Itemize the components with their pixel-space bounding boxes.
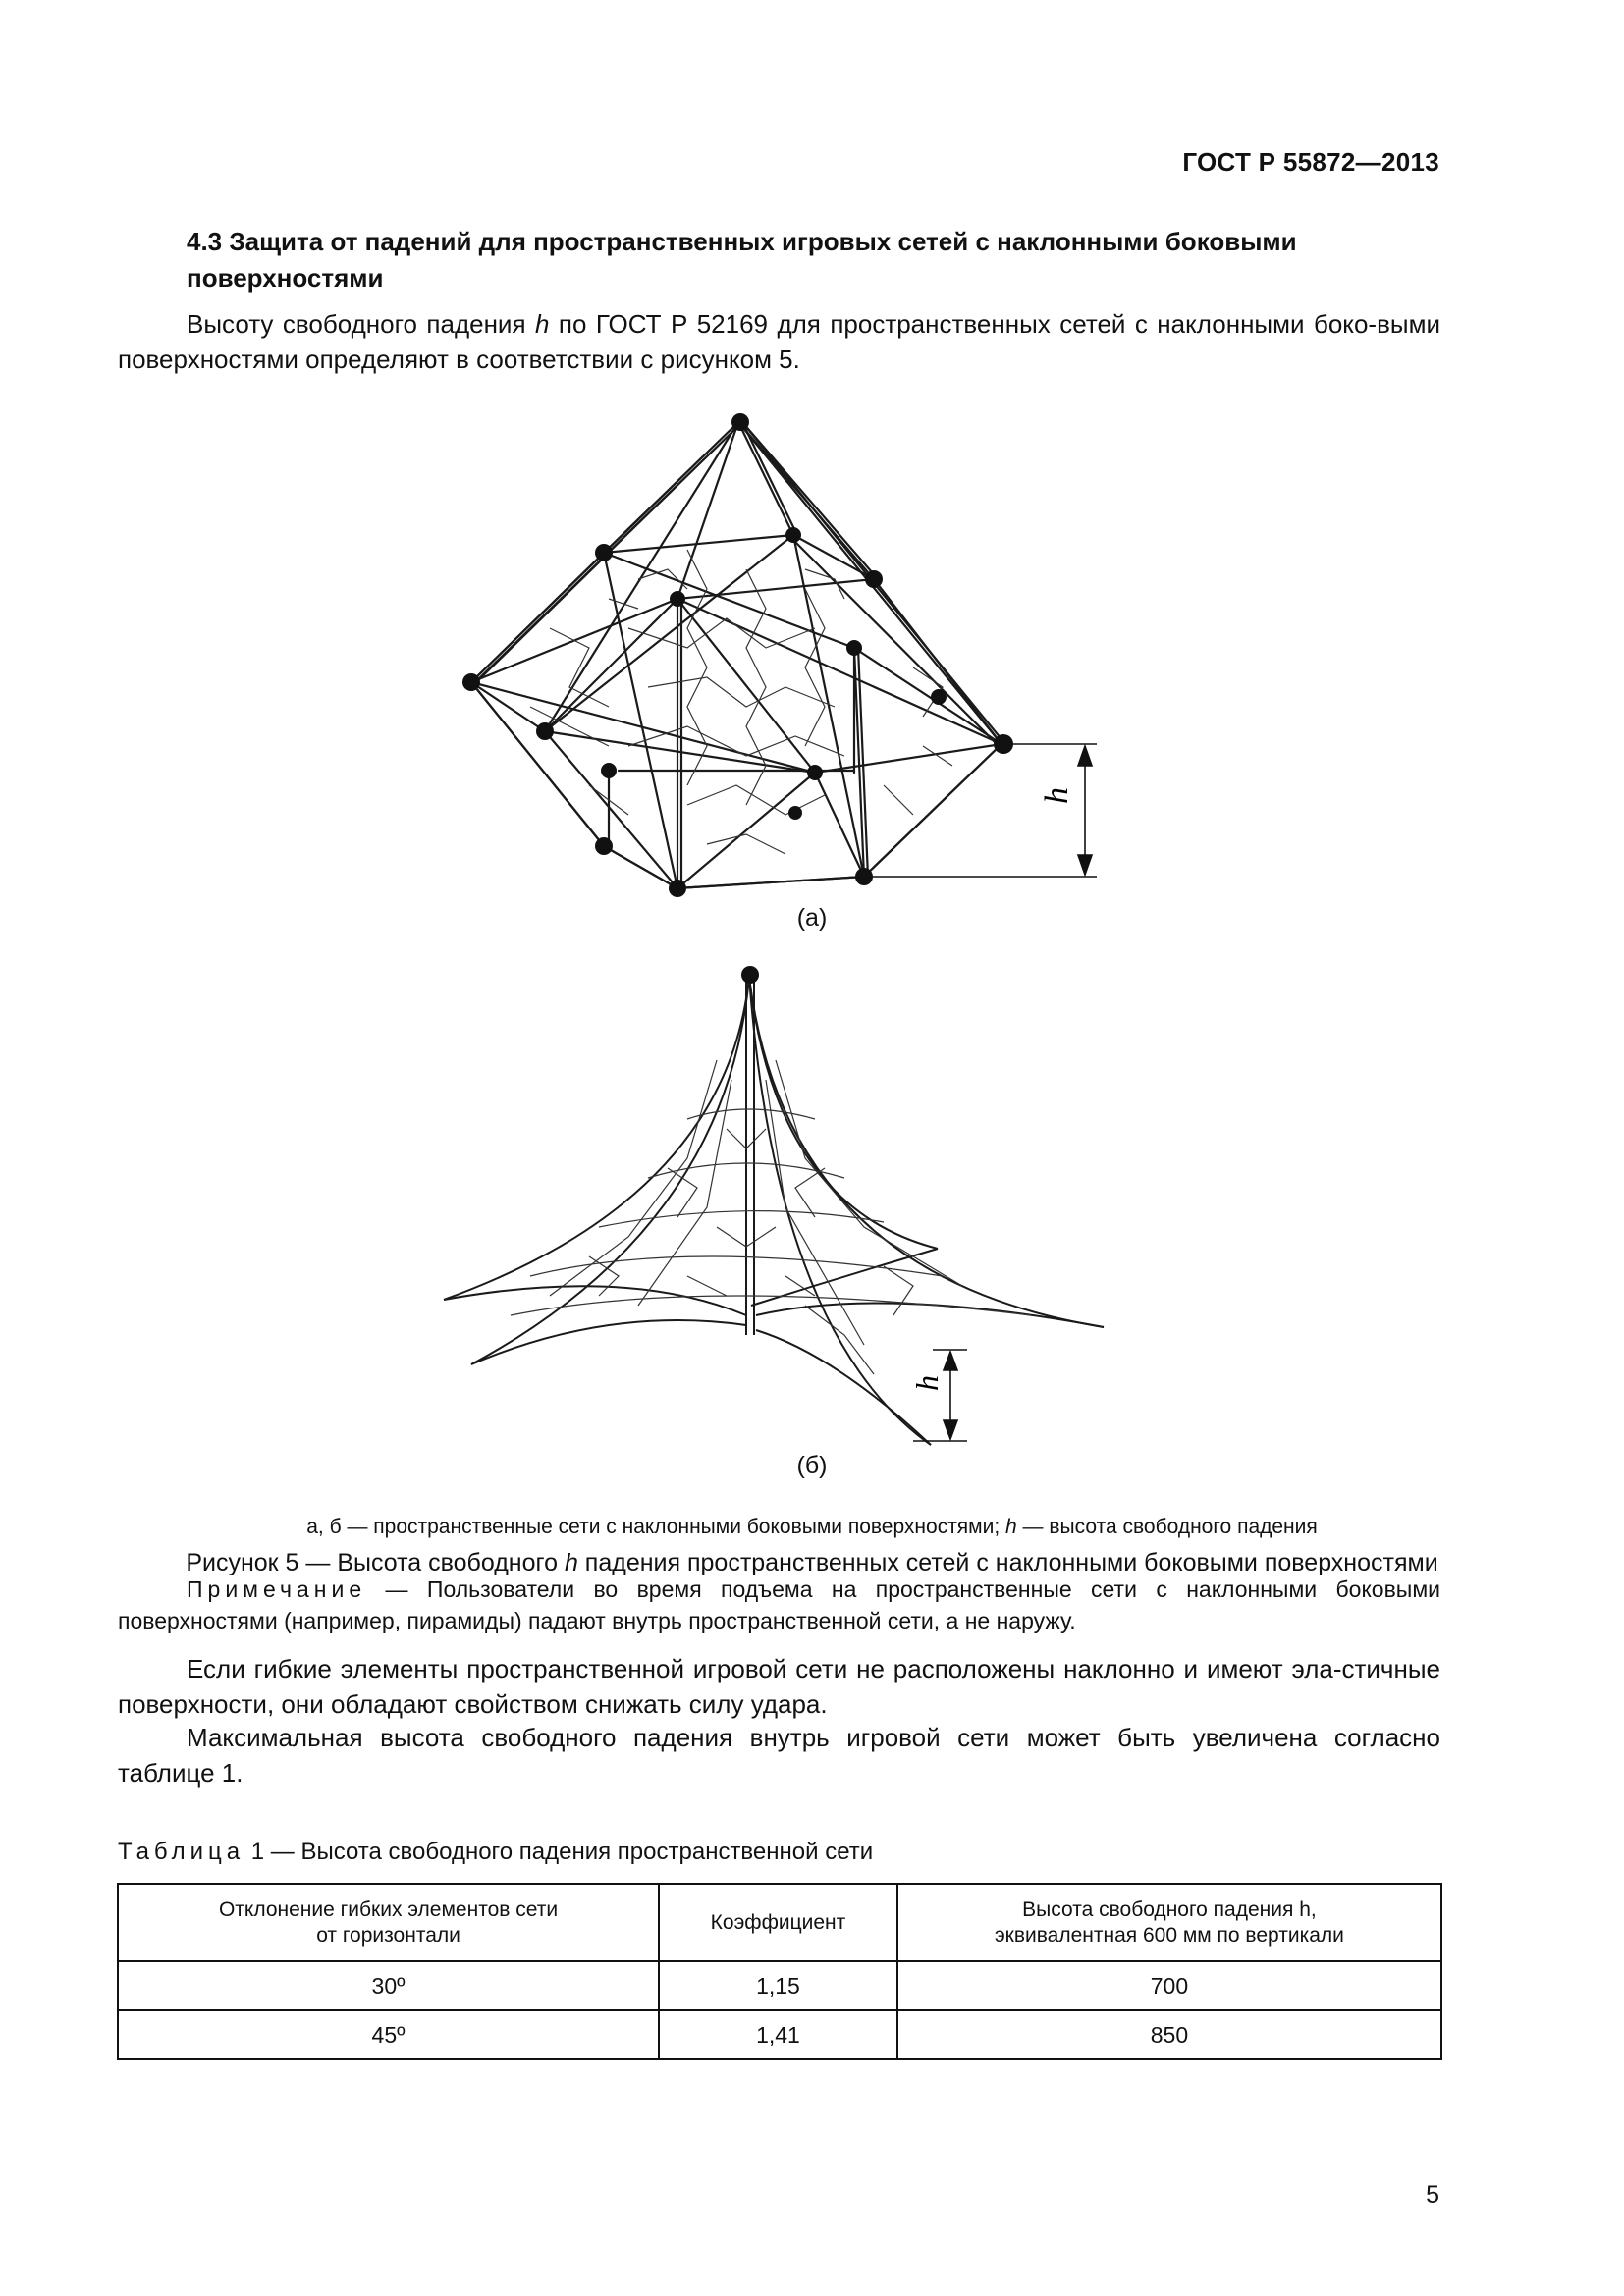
cell-coefficient: 1,41 xyxy=(659,2010,897,2059)
paragraph-intro-h: h xyxy=(534,309,550,339)
figure-a-h-label: h xyxy=(1039,787,1075,804)
figure-b-netting xyxy=(511,1060,1031,1374)
figure-a-height-dimension xyxy=(872,744,1097,877)
figure-legend-h: h xyxy=(1005,1516,1017,1538)
table-caption xyxy=(118,1839,873,1866)
figure-caption-text-2: падения пространственных сетей с наклонными боковыми поверхностями xyxy=(577,1549,1438,1576)
table-caption-text: 1 — Высота свободного падения пространственной сети xyxy=(244,1839,874,1865)
paragraph-intro-text: Высоту свободного падения xyxy=(187,309,535,339)
header-free-fall-height: Высота свободного падения h, эквивалентная 600 мм по вертикали xyxy=(897,1884,1441,1961)
figure-legend-text: а, б — пространственные сети с наклонными боковыми поверхностями; xyxy=(306,1516,1006,1538)
figure-legend-text-2: — высота свободного падения xyxy=(1016,1516,1318,1538)
paragraph-intro-text-2: по ГОСТ Р 52169 для пространственных сетей с наклонными боко-выми поверхностями определяют в соответствии с рисунком 5. xyxy=(118,309,1440,374)
section-heading-line2: поверхностями xyxy=(187,263,384,293)
figure-caption-h: h xyxy=(564,1549,578,1576)
note-text: — Пользователи во время подъема на пространственные сети с наклонными боковыми поверхностями (например, пирамиды) падают внутрь пространственной сети, а не наружу. xyxy=(118,1576,1440,1633)
note-label: Примечание xyxy=(187,1576,367,1602)
table-row xyxy=(118,2010,1441,2059)
figure-b-top-node xyxy=(741,966,759,984)
figure-a-space-net xyxy=(0,402,1624,913)
table-caption-label: Таблица xyxy=(118,1839,245,1865)
cell-angle: 45º xyxy=(118,2010,659,2059)
section-heading xyxy=(187,224,1434,296)
free-fall-height-table xyxy=(117,1883,1442,2060)
figure-a-frame xyxy=(471,422,1005,888)
table-row xyxy=(118,1961,1441,2010)
cell-height: 700 xyxy=(897,1961,1441,2010)
page-number: 5 xyxy=(1426,2181,1439,2209)
figure-legend xyxy=(0,1516,1624,1539)
figure-b-label: (б) xyxy=(796,1452,828,1479)
table-header-row xyxy=(118,1884,1441,1961)
section-heading-line1: 4.3 Защита от падений для пространственных игровых сетей с наклонными боковыми xyxy=(187,227,1297,256)
paragraph-intro xyxy=(118,306,1440,377)
figure-caption-text: Рисунок 5 — Высота свободного xyxy=(186,1549,565,1576)
paragraph-max-height: Максимальная высота свободного падения внутрь игровой сети может быть увеличена согласно таблице 1. xyxy=(118,1723,1440,1788)
figure-a-nodes xyxy=(462,413,1013,897)
cell-coefficient: 1,15 xyxy=(659,1961,897,2010)
figure-b-pyramid-net xyxy=(0,957,1624,1448)
cell-height: 850 xyxy=(897,2010,1441,2059)
figure-a-netting xyxy=(530,550,952,854)
header-deviation: Отклонение гибких элементов сети от горизонтали xyxy=(118,1884,659,1961)
figure-b-height-dimension xyxy=(913,1350,967,1441)
figure-a-label: (а) xyxy=(796,904,828,932)
note xyxy=(118,1574,1440,1636)
cell-angle: 30º xyxy=(118,1961,659,2010)
paragraph-elastic: Если гибкие элементы пространственной игровой сети не расположены наклонно и имеют эла-стичные поверхности, они обладают свойством снижать силу удара. xyxy=(118,1654,1440,1719)
standard-number: ГОСТ Р 55872—2013 xyxy=(1182,147,1439,177)
header-coefficient: Коэффициент xyxy=(659,1884,897,1961)
figure-b-h-label: h xyxy=(909,1375,945,1391)
